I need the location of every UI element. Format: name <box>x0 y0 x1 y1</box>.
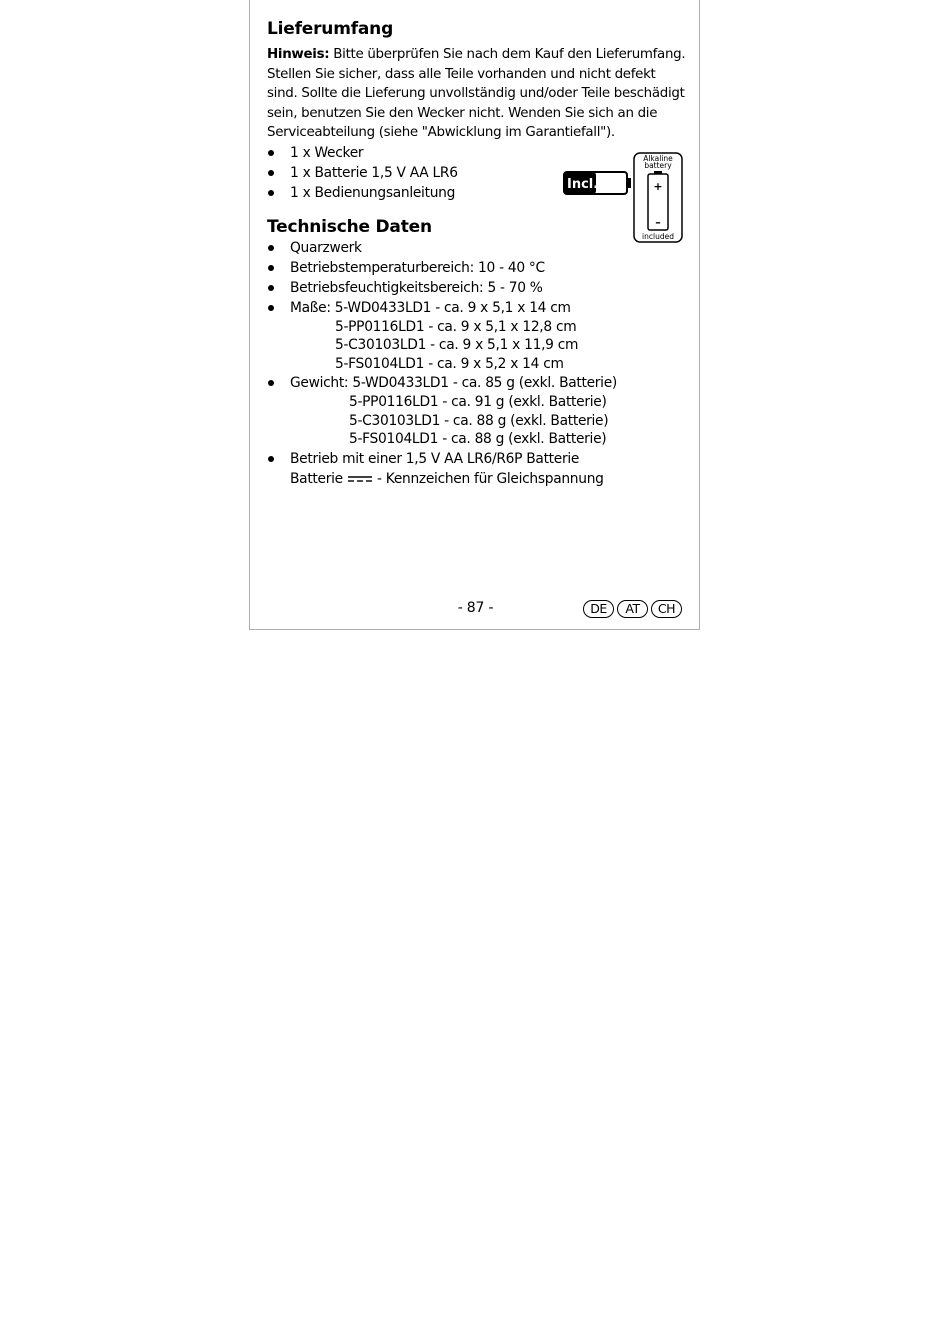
section-title-lieferumfang: Lieferumfang <box>267 19 394 39</box>
battery-prefix: Batterie <box>290 470 343 487</box>
manual-page <box>249 0 700 630</box>
weight-line: Gewicht: 5-WD0433LD1 - ca. 85 g (exkl. Batterie) <box>290 375 617 392</box>
dimensions-line: Maße: 5-WD0433LD1 - ca. 9 x 5,1 x 14 cm <box>290 299 571 316</box>
included-text: included <box>642 232 674 241</box>
weight-line: 5-FS0104LD1 - ca. 88 g (exkl. Batterie) <box>349 431 607 448</box>
incl-label: Incl. <box>567 177 599 192</box>
country-badge-at: AT <box>617 600 648 618</box>
scope-item: 1 x Wecker <box>267 143 687 163</box>
tech-item-temperature: Betriebstemperaturbereich: 10 - 40 °C <box>267 258 687 278</box>
weight-line: 5-C30103LD1 - ca. 88 g (exkl. Batterie) <box>349 412 609 429</box>
direct-current-icon <box>348 475 372 483</box>
note-label: Hinweis: <box>267 47 330 62</box>
tech-list <box>267 238 687 489</box>
battery-included-icon <box>563 171 632 195</box>
battery-suffix: - Kennzeichen für Gleichspannung <box>372 470 604 487</box>
page-number: - 87 - <box>457 600 494 616</box>
dimensions-line: 5-PP0116LD1 - ca. 9 x 5,1 x 12,8 cm <box>335 318 577 335</box>
page-content <box>267 18 687 489</box>
alkaline-text: Alkaline <box>643 154 673 163</box>
country-badge-ch: CH <box>651 600 682 618</box>
operation-line: Betrieb mit einer 1,5 V AA LR6/R6P Batterie <box>290 450 580 467</box>
section-title-technische-daten: Technische Daten <box>267 216 432 237</box>
tech-item-operation <box>267 449 687 489</box>
tech-item-quarzwerk: Quarzwerk <box>267 238 687 258</box>
plus-sign: + <box>653 180 663 193</box>
scope-item: 1 x Batterie 1,5 V AA LR6 <box>267 163 687 183</box>
weight-line: 5-PP0116LD1 - ca. 91 g (exkl. Batterie) <box>349 394 607 411</box>
dimensions-line: 5-FS0104LD1 - ca. 9 x 5,2 x 14 cm <box>335 355 564 372</box>
tech-item-humidity: Betriebsfeuchtigkeitsbereich: 5 - 70 % <box>267 278 687 298</box>
alkaline-battery-included-icon <box>633 152 683 243</box>
minus-sign: – <box>655 216 661 229</box>
country-badges <box>583 600 682 618</box>
battery-text: battery <box>644 161 672 170</box>
note-text: Bitte überprüfen Sie nach dem Kauf den Lieferumfang. Stellen Sie sicher, dass alle Teile vorhanden und nicht defekt sind. Sollte die Lieferung unvollständig und/oder Teile beschädigt sein, benutzen Sie den Wecker nicht. Wenden Sie sich an die Serviceabteilung (siehe "Abwicklung im Garantiefall"). <box>267 47 686 141</box>
dimensions-line: 5-C30103LD1 - ca. 9 x 5,1 x 11,9 cm <box>335 337 579 354</box>
tech-item-weight <box>267 373 687 449</box>
scope-item: 1 x Bedienungsanleitung <box>267 183 687 203</box>
tech-item-dimensions <box>267 298 687 374</box>
hinweis-note <box>267 45 687 143</box>
country-badge-de: DE <box>583 600 614 618</box>
